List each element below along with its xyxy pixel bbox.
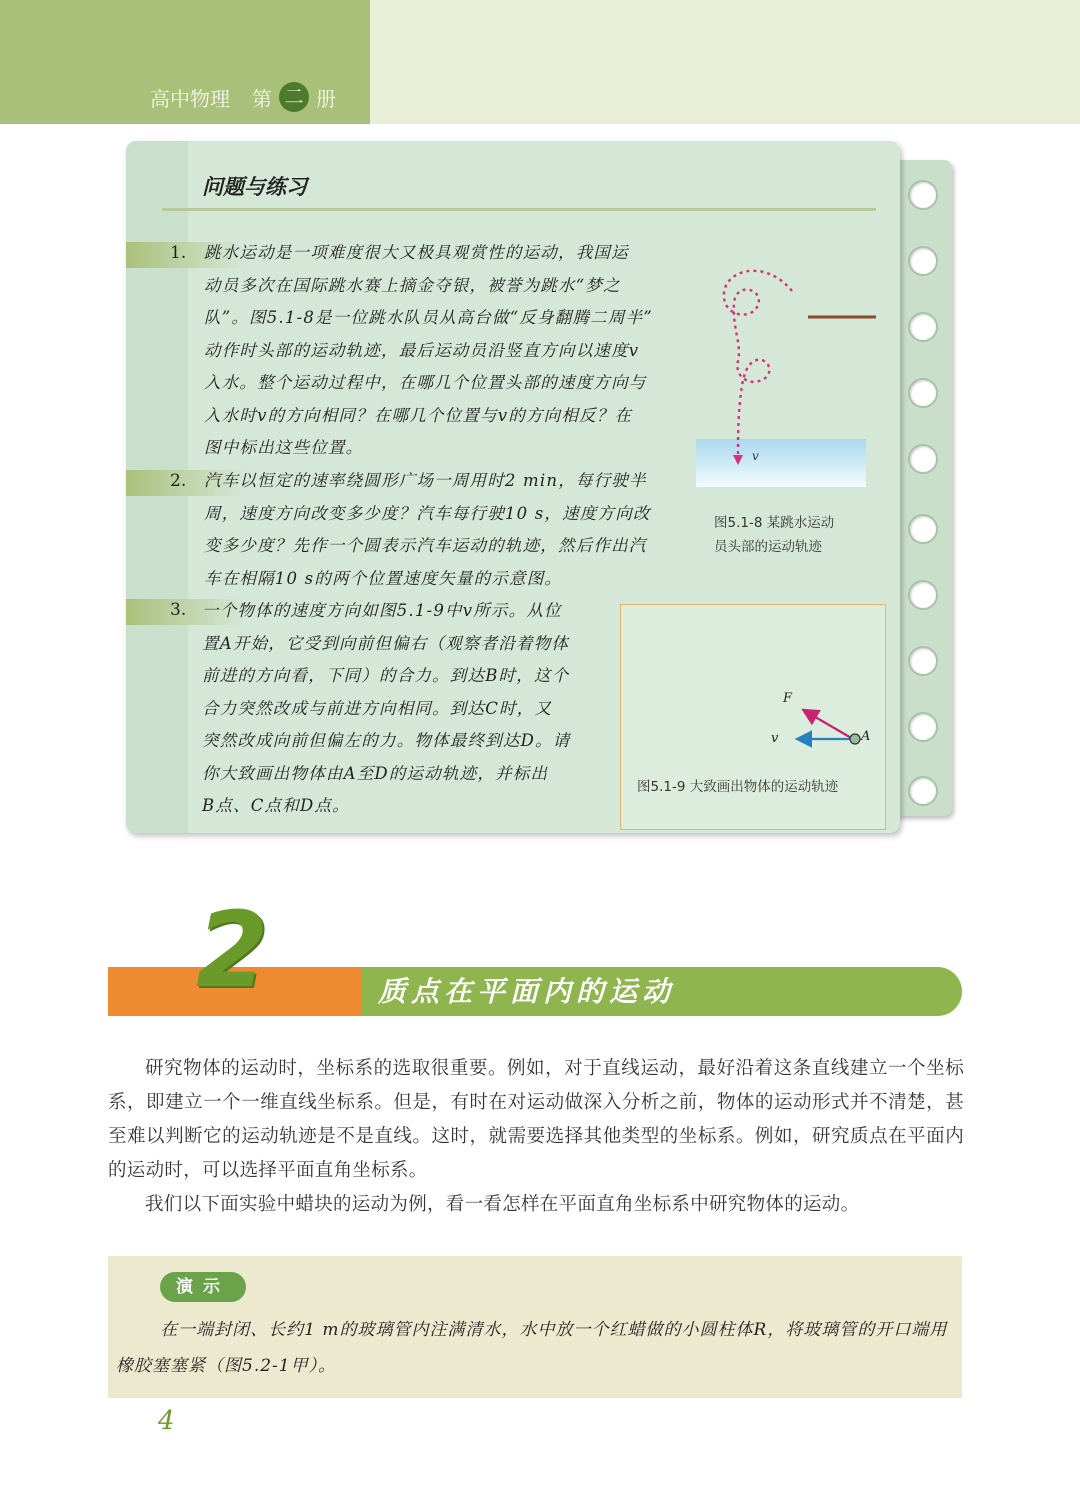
figure-5-1-8-caption — [714, 511, 884, 559]
body-paragraph: 研究物体的运动时，坐标系的选取很重要。例如，对于直线运动，最好沿着这条直线建立一个坐标系，即建立一个一维直线坐标系。但是，有时在对运动做深入分析之前，物体的运动形式并不清楚，甚至难以判断它的运动轨迹是不是直线。这时，就需要选择其他类型的坐标系。例如，研究质点在平面内的运动时，可以选择平面直角坐标系。 — [108, 1058, 964, 1181]
question-1-line: 队”。图5.1-8是一位跳水队员从高台做“反身翻腾二周半” — [204, 308, 653, 327]
question-3-line: B点、C点和D点。 — [202, 796, 350, 815]
question-2-line: 变多少度？先作一个圆表示汽车运动的轨迹，然后作出汽 — [204, 536, 647, 555]
velocity-label: v — [752, 449, 759, 463]
volume-suffix: 册 — [316, 86, 336, 111]
title-rule — [162, 208, 876, 211]
section-number: 2 — [196, 889, 269, 1011]
binder-ring — [908, 180, 938, 210]
binder-ring — [908, 444, 938, 474]
header-band-light — [370, 0, 1080, 124]
question-3-line: 置A开始，它受到向前但偏右（观察者沿着物体 — [202, 633, 570, 653]
demo-text: 在一端封闭、长约1 m的玻璃管内注满清水，水中放一个红蜡做的小圆柱体R，将玻璃管的开口端用橡胶塞塞紧（图5.2-1甲）。 — [116, 1320, 948, 1376]
question-2-line: 周，速度方向改变多少度？汽车每行驶10 s，速度方向改 — [204, 503, 651, 523]
caption-line: 图5.1-8 某跳水运动 — [714, 515, 835, 531]
binder-ring — [908, 712, 938, 742]
exercise-card — [126, 141, 900, 833]
question-1-line: 动员多次在国际跳水赛上摘金夺银，被誉为跳水“梦之 — [204, 275, 621, 295]
head-trajectory — [724, 271, 792, 457]
running-head — [150, 82, 336, 112]
entry-arrowhead — [733, 455, 743, 465]
question-3-line: 突然改成向前但偏左的力。物体最终到达D。请 — [202, 731, 571, 750]
question-2-line: 汽车以恒定的速率绕圆形广场一周用时2 min，每行驶半 — [204, 471, 647, 490]
question-1-line: 入水。整个运动过程中，在哪几个位置头部的速度方向与 — [204, 373, 647, 392]
question-3-line: 合力突然改成与前进方向相同。到达C时，又 — [202, 698, 553, 718]
object-point-a — [850, 734, 860, 744]
section-title: 质点在平面内的运动 — [378, 975, 676, 1008]
body-paragraph: 我们以下面实验中蜡块的运动为例，看一看怎样在平面直角坐标系中研究物体的运动。 — [145, 1194, 860, 1215]
force-arrow — [805, 711, 853, 739]
question-2-text — [204, 465, 651, 595]
binder-ring — [908, 378, 938, 408]
book-title: 高中物理 — [150, 86, 230, 111]
question-1-number: 1. — [170, 243, 187, 263]
binder-ring — [908, 580, 938, 610]
binder-ring — [908, 776, 938, 806]
volume-prefix: 第 — [252, 86, 272, 111]
binder-ring — [908, 246, 938, 276]
binder-ring — [908, 312, 938, 342]
caption-line: 员头部的运动轨迹 — [714, 539, 822, 555]
exercise-title: 问题与练习 — [202, 175, 307, 199]
question-1-text — [204, 237, 653, 465]
figure-5-1-9-caption: 图5.1-9 大致画出物体的运动轨迹 — [637, 779, 839, 795]
question-2-number: 2. — [170, 471, 187, 491]
velocity-label: v — [771, 731, 779, 746]
page-number: 4 — [158, 1406, 175, 1436]
demo-tag: 演示 — [160, 1272, 246, 1302]
body-text — [108, 1052, 964, 1222]
binder-ring — [908, 514, 938, 544]
question-1-line: 入水时v的方向相同？在哪几个位置与v的方向相反？在 — [204, 405, 633, 425]
binder-ring — [908, 646, 938, 676]
diving-trajectory-figure — [686, 251, 886, 481]
question-1-line: 动作时头部的运动轨迹，最后运动员沿竖直方向以速度v — [204, 340, 640, 360]
question-3-line: 前进的方向看，下同）的合力。到达B时，这个 — [202, 666, 570, 685]
volume-badge: 二 — [279, 82, 309, 112]
figure-5-1-9-box — [620, 604, 886, 830]
point-a-label: A — [861, 729, 871, 744]
question-2-line: 车在相隔10 s的两个位置速度矢量的示意图。 — [204, 568, 563, 588]
question-3-text — [202, 595, 570, 823]
force-label: F — [783, 691, 793, 706]
question-3-line: 一个物体的速度方向如图5.1-9中v所示。从位 — [202, 601, 562, 620]
question-3-number: 3. — [170, 600, 187, 620]
question-1-line: 跳水运动是一项难度很大又极具观赏性的运动，我国运 — [204, 243, 629, 262]
question-1-line: 图中标出这些位置。 — [204, 438, 364, 457]
demo-box — [108, 1256, 962, 1398]
question-3-line: 你大致画出物体由A至D的运动轨迹，并标出 — [202, 763, 549, 783]
